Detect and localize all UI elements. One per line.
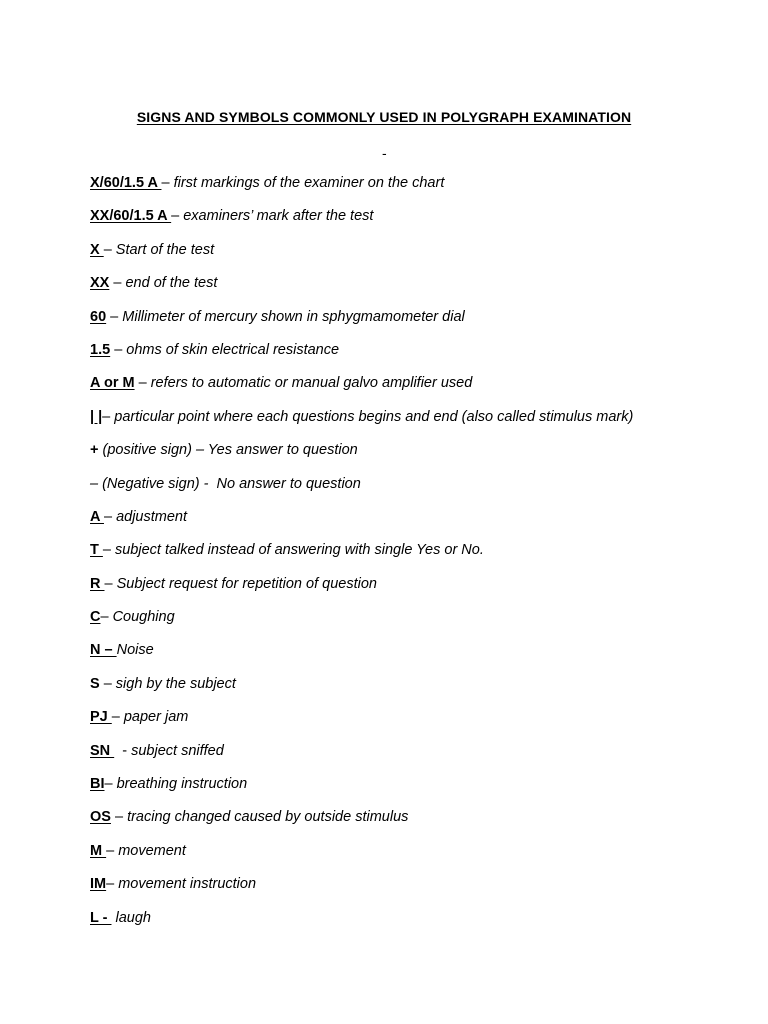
symbol-term: C (90, 609, 101, 626)
separator: – (106, 876, 119, 893)
separator: – (110, 341, 127, 358)
symbol-description: subject sniffed (131, 742, 224, 759)
list-item (90, 339, 750, 372)
list-item (90, 606, 750, 639)
separator: - (114, 742, 132, 759)
list-item (90, 205, 750, 238)
symbol-term: PJ (90, 709, 112, 726)
symbol-description: first markings of the examiner on the chart (173, 175, 445, 191)
separator: – (100, 609, 113, 626)
list-item (90, 172, 750, 205)
symbol-term: XX/60/1.5 A (90, 208, 172, 225)
symbol-term: 1.5 (90, 341, 111, 358)
list-item (90, 372, 750, 405)
symbol-description: movement (118, 842, 186, 859)
list-item (90, 907, 750, 940)
symbol-description: – (Negative sign) - No answer to question (90, 475, 361, 492)
separator: – (103, 508, 117, 525)
list-item (90, 806, 750, 839)
list-item (90, 506, 750, 539)
list-item (90, 239, 750, 272)
symbol-term: R (90, 575, 105, 592)
separator: – (110, 809, 128, 826)
symbol-term: L - (90, 909, 112, 926)
symbol-term: + (90, 442, 99, 459)
separator: – (106, 842, 119, 859)
symbol-list (90, 172, 750, 940)
stray-dash-mark: - (382, 145, 387, 161)
symbol-term: OS (90, 809, 111, 826)
separator: – (102, 542, 115, 559)
symbol-term: S (90, 675, 100, 692)
symbol-description: (positive sign) – Yes answer to question (102, 442, 358, 459)
list-item (90, 473, 750, 506)
symbol-term: X (90, 241, 104, 258)
symbol-description: end of the test (125, 275, 218, 292)
separator: – (104, 575, 117, 592)
symbol-term: A or M (90, 375, 135, 392)
symbol-description: refers to automatic or manual galvo amplifier used (150, 375, 473, 392)
symbol-description: subject talked instead of answering with single Yes or No. (114, 542, 484, 559)
symbol-description: paper jam (123, 709, 189, 726)
list-item (90, 706, 750, 739)
list-item (90, 773, 750, 806)
symbol-description: Noise (116, 642, 154, 659)
list-item (90, 573, 750, 606)
list-item (90, 639, 750, 672)
symbol-term: XX (90, 275, 110, 292)
symbol-description: tracing changed caused by outside stimulus (127, 809, 409, 826)
symbol-term: BI (90, 776, 105, 793)
symbol-description: movement instruction (118, 876, 257, 893)
symbol-term: N – (90, 642, 117, 659)
symbol-description: particular point where each questions begins and end (also called stimulus mark) (114, 408, 634, 425)
symbol-term: SN (90, 742, 115, 759)
list-item (90, 306, 750, 339)
symbol-description: laugh (115, 909, 151, 926)
symbol-term: | | (90, 408, 103, 425)
separator: – (134, 375, 151, 392)
list-item (90, 272, 750, 305)
symbol-description: ohms of skin electrical resistance (126, 341, 340, 358)
separator: – (104, 776, 117, 793)
symbol-term: 60 (90, 308, 107, 325)
symbol-term: X/60/1.5 A (90, 175, 162, 191)
document-title: SIGNS AND SYMBOLS COMMONLY USED IN POLYGRAPH EXAMINATION (136, 109, 632, 125)
symbol-term: M (90, 842, 107, 859)
list-item (90, 740, 750, 773)
separator: – (99, 675, 116, 692)
list-item (90, 873, 750, 906)
separator: – (102, 408, 115, 425)
symbol-description: Start of the test (115, 241, 215, 258)
separator: – (103, 241, 116, 258)
separator: – (106, 308, 123, 325)
symbol-description: Millimeter of mercury shown in sphygmamometer dial (122, 308, 465, 325)
separator: – (161, 175, 174, 191)
symbol-description: Coughing (112, 609, 175, 626)
symbol-description: Subject request for repetition of question (116, 575, 377, 592)
symbol-description: examiners’ mark after the test (183, 208, 374, 225)
symbol-term: IM (90, 876, 107, 893)
list-item (90, 840, 750, 873)
symbol-term: T (90, 542, 103, 559)
symbol-term: A (90, 508, 104, 525)
separator: – (109, 275, 126, 292)
list-item (90, 673, 750, 706)
list-item (90, 439, 750, 472)
list-item (90, 406, 750, 439)
symbol-description: adjustment (116, 508, 187, 525)
symbol-description: breathing instruction (116, 776, 248, 793)
symbol-description: sigh by the subject (115, 675, 236, 692)
separator: – (171, 208, 184, 225)
list-item (90, 539, 750, 572)
separator: – (111, 709, 124, 726)
